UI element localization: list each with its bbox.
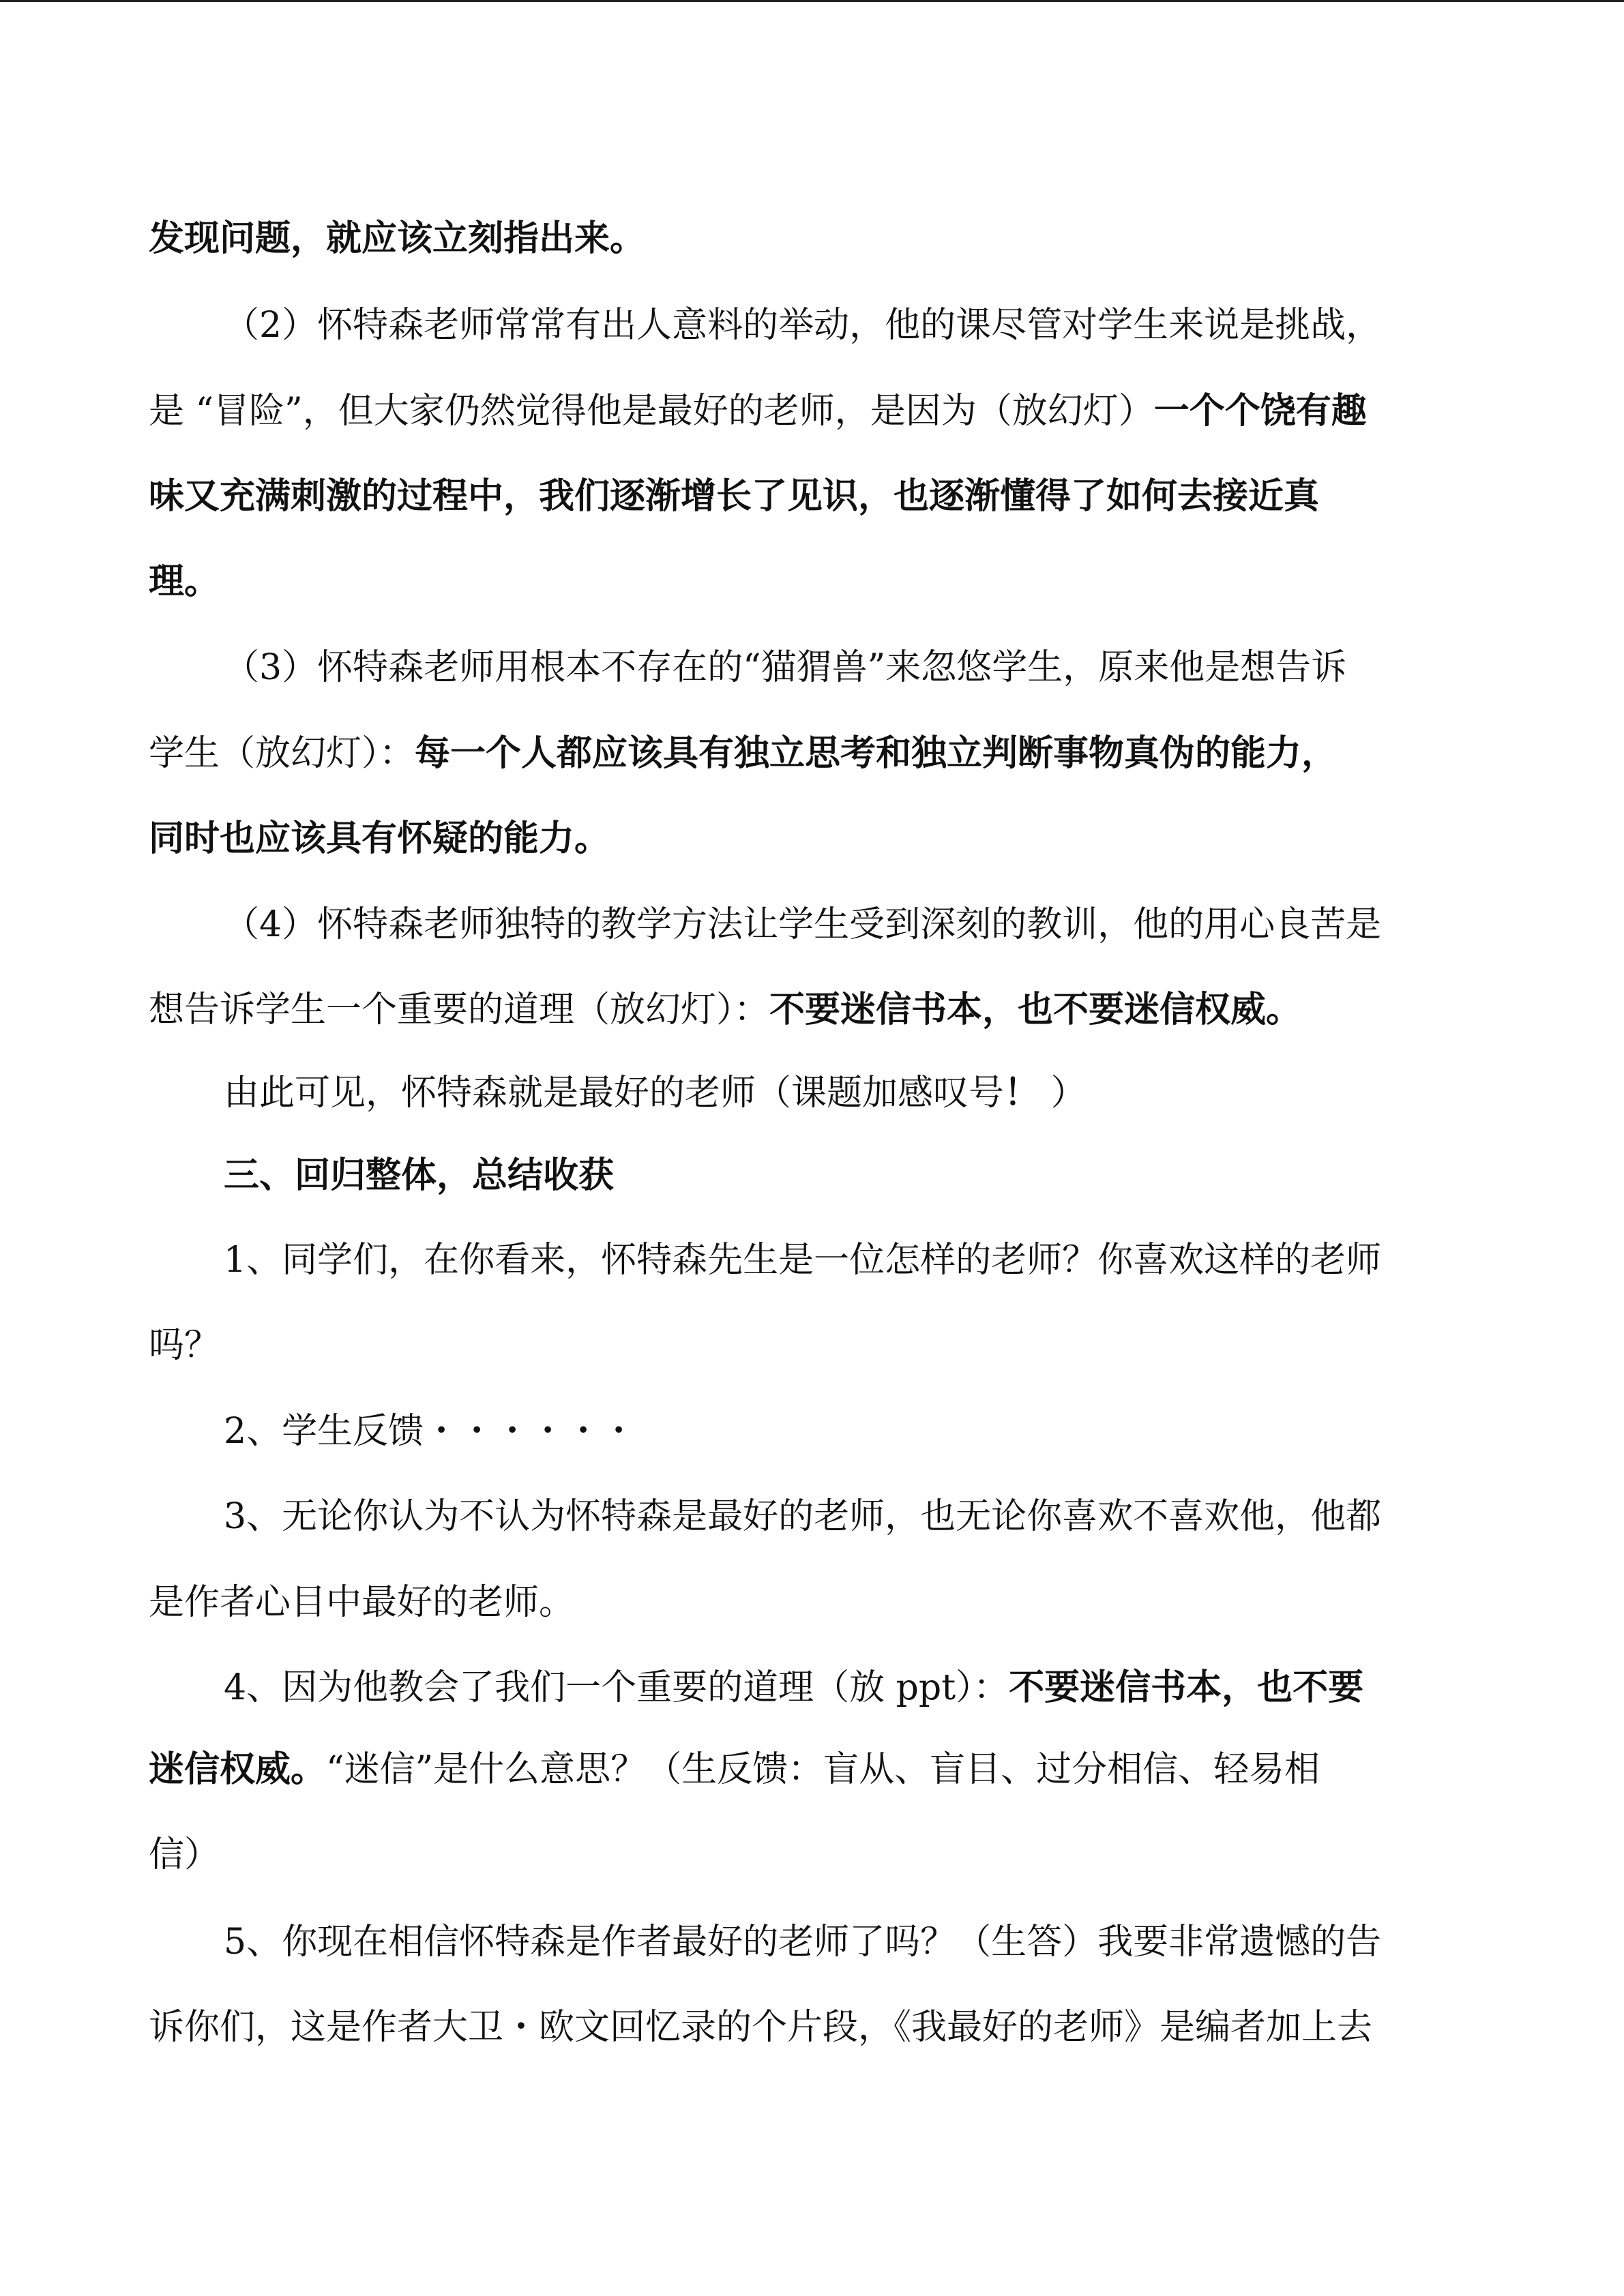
paragraph-item-3: [224, 646, 1346, 689]
text-line: [149, 1581, 574, 1624]
text-line: [149, 732, 1337, 775]
bold-text: 理。: [149, 561, 220, 602]
text-run: 3、无论你认为不认为怀特森是最好的老师，也无论你喜欢不喜欢他，他都: [224, 1496, 1382, 1537]
list-item-1: [224, 1238, 1381, 1282]
bold-text: 味又充满刺激的过程中，我们逐渐增长了见识，也逐渐懂得了如何去接近真: [149, 476, 1320, 517]
paragraph-item-2: [224, 303, 1381, 347]
text-run: 2、学生反馈・・・・・・: [224, 1411, 637, 1452]
section-heading: [224, 1154, 614, 1197]
text-line: [149, 2006, 1372, 2049]
bold-text: 同时也应该具有怀疑的能力。: [149, 818, 610, 859]
text-run: （2）怀特森老师常常有出人意料的举动，他的课尽管对学生来说是挑战，: [224, 305, 1382, 346]
text-run: （4）怀特森老师独特的教学方法让学生受到深刻的教训，他的用心良苦是: [224, 904, 1382, 945]
text-run: 想告诉学生一个重要的道理（放幻灯）：: [149, 989, 770, 1030]
text-line: [149, 1324, 220, 1367]
text-line: [149, 560, 220, 603]
paragraph-item-4: [224, 903, 1381, 946]
text-line: [149, 988, 1301, 1032]
text-run: 吗？: [149, 1325, 220, 1366]
bold-text: 不要迷信书本，也不要: [1009, 1667, 1364, 1708]
list-item-3: [224, 1495, 1381, 1538]
text-line: [149, 217, 645, 260]
heading-text: 三、回归整体，总结收获: [224, 1155, 615, 1196]
exclamation-mark: ！: [1004, 1073, 1040, 1114]
text-run: 是 “冒险”，但大家仍然觉得他是最好的老师，是因为（放幻灯）: [149, 391, 1154, 432]
bold-text: 一个个饶有趣: [1153, 391, 1367, 432]
text-run: 由此可见，怀特森就是最好的老师（课题加感叹号: [224, 1073, 1005, 1114]
text-run: ）: [1039, 1073, 1087, 1114]
page-top-border: [0, 0, 1624, 2]
text-line: [149, 475, 1319, 518]
bold-text: 发现问题，就应该立刻指出来。: [149, 218, 646, 259]
text-line: [149, 1833, 220, 1877]
list-item-2: [224, 1410, 636, 1453]
text-run: 4、因为他教会了我们一个重要的道理（放 ppt）：: [224, 1667, 1009, 1708]
text-run: 学生（放幻灯）：: [149, 733, 415, 774]
conclusion-line: [224, 1071, 1087, 1115]
text-line: [149, 1748, 1320, 1791]
text-line: [149, 817, 610, 861]
bold-text: 不要迷信书本，也不要迷信权威。: [769, 989, 1302, 1030]
text-run: 5、你现在相信怀特森是作者最好的老师了吗？（生答）我要非常遗憾的告: [224, 1922, 1382, 1963]
text-run: “迷信”是什么意思？（生反馈：盲从、盲目、过分相信、轻易相: [326, 1749, 1320, 1790]
text-run: 1、同学们，在你看来，怀特森先生是一位怎样的老师？你喜欢这样的老师: [224, 1240, 1382, 1281]
text-run: 诉你们，这是作者大卫・欧文回忆录的个片段，《我最好的老师》是编者加上去: [149, 2007, 1373, 2048]
text-line: [149, 389, 1367, 433]
text-run: 是作者心目中最好的老师。: [149, 1582, 575, 1623]
text-run: 信）: [149, 1834, 220, 1875]
bold-text: 每一个人都应该具有独立思考和独立判断事物真伪的能力，: [415, 733, 1338, 774]
list-item-4: [224, 1666, 1363, 1710]
bold-text: 迷信权威。: [149, 1749, 327, 1790]
text-run: （3）怀特森老师用根本不存在的“猫猬兽”来忽悠学生，原来他是想告诉: [224, 647, 1347, 688]
list-item-5: [224, 1920, 1381, 1964]
